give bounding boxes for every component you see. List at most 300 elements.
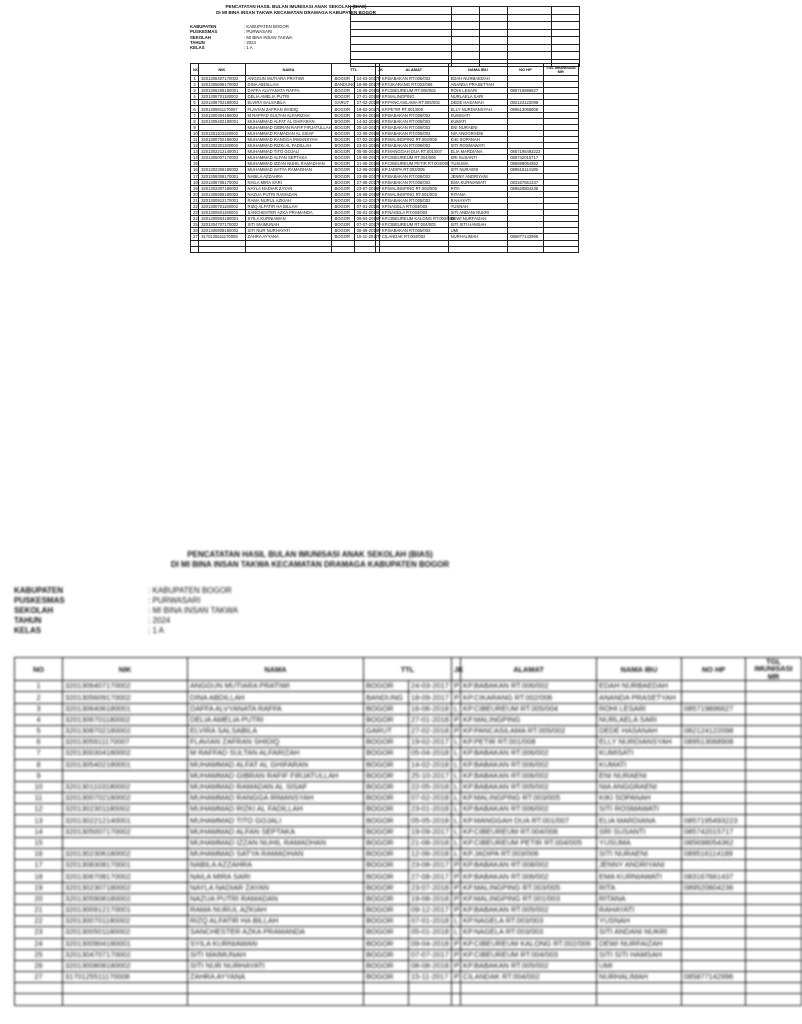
cell-empty — [63, 983, 188, 994]
cell-alamat: KP.NAGELA RT.003/003 — [461, 916, 597, 927]
cell-empty — [448, 246, 508, 252]
cell-ttl-date: 24-03-2017 — [354, 76, 375, 82]
grid-cell — [480, 7, 508, 15]
cell-ttl-place: BOGOR — [332, 161, 354, 167]
grid-cell — [508, 44, 552, 52]
table-row — [15, 972, 802, 983]
cell-ttl-date: 27-01-2018 — [354, 94, 375, 100]
table-row — [191, 167, 579, 173]
cell-nama-ibu: SITI SITI HAMSAH — [597, 949, 682, 960]
cell-nama-ibu: YUSNAH — [597, 916, 682, 927]
cell-alamat: KP.CIBEUREUM RT.005/004 — [379, 88, 448, 94]
table-row — [15, 804, 802, 815]
cell-nik: 3201305908180002 — [63, 893, 188, 904]
cell-ttl-place: BOGOR — [364, 748, 409, 759]
cell-no-hp — [682, 804, 746, 815]
cell-nama: ZAHRA AYYANA — [188, 972, 364, 983]
cell-alamat: KP.CIBEUREUM RT.004/003 — [379, 222, 448, 228]
column-header: NIK — [199, 64, 245, 76]
cell-no: 2 — [15, 692, 63, 703]
meta-key: SEKOLAH — [14, 606, 54, 615]
sheet-title — [140, 550, 480, 571]
meta-row — [14, 616, 238, 626]
cell-nama: DAFFA ALVYANATA RAFFA — [188, 703, 364, 714]
cell-no: 8 — [191, 118, 199, 124]
cell-tgl-imunisasi — [746, 692, 802, 703]
cell-no: 13 — [191, 149, 199, 155]
cell-nik: 3201302307180002 — [63, 882, 188, 893]
cell-no-hp — [682, 938, 746, 949]
cell-nama: MUHAMMAD ALFAN SEPTAKA — [245, 155, 332, 161]
table-row — [15, 916, 802, 927]
cell-nik: 3201302212140001 — [63, 815, 188, 826]
cell-nama: NAILA MIRA SARI — [245, 179, 332, 185]
cell-empty — [452, 994, 461, 1005]
grid-cell — [508, 52, 552, 60]
cell-ttl-date: 23-08-2017 — [409, 860, 452, 871]
cell-nik: 3170125511170008 — [63, 972, 188, 983]
cell-nama-ibu: NURHALIMAH — [448, 234, 508, 240]
cell-no: 7 — [15, 748, 63, 759]
cell-alamat: KP.BABAKAN RT.005/002 — [379, 228, 448, 234]
cell-empty — [354, 246, 375, 252]
cell-nik: 3201300808180002 — [63, 960, 188, 971]
table-row — [15, 860, 802, 871]
cell-nama: MUHAMMAD IZZAN NUHIL RAMADHAN — [188, 837, 364, 848]
cell-tgl-imunisasi — [746, 916, 802, 927]
cell-alamat: KP.PANCASILAMA RT.005/002 — [379, 100, 448, 106]
cell-nik: 3201302307180002 — [199, 185, 245, 191]
cell-nik: 3201302212140001 — [199, 149, 245, 155]
cell-nama: MUHAMMAD SATYA RAMADHAN — [188, 849, 364, 860]
cell-ttl-place: BOGOR — [332, 130, 354, 136]
meta-row — [14, 626, 238, 636]
grid-cell — [552, 37, 580, 45]
cell-no: 20 — [15, 893, 63, 904]
table-row — [191, 100, 579, 106]
table-row — [15, 826, 802, 837]
cell-tgl-imunisasi — [746, 714, 802, 725]
cell-no-hp: 089516114189 — [508, 167, 543, 173]
cell-nik: 3201301103180002 — [63, 781, 188, 792]
cell-ttl-date: 15-11-2017 — [409, 972, 452, 983]
cell-jk: P — [375, 216, 379, 222]
grid-cell — [351, 44, 452, 52]
cell-ttl-date: 15-11-2017 — [354, 234, 375, 240]
cell-nama: RAMA NURUL AZKIAH — [188, 904, 364, 915]
cell-no: 25 — [191, 222, 199, 228]
cell-nik: 3201306708170002 — [199, 179, 245, 185]
cell-ttl-date: 07-07-2017 — [409, 949, 452, 960]
cell-empty — [452, 983, 461, 994]
cell-ttl-date: 27-08-2017 — [354, 179, 375, 185]
column-header: TGL IMUNISASI MR — [746, 658, 802, 681]
cell-nama: MUHAMMAD RIZKI AL FADILLAH — [188, 804, 364, 815]
cell-jk: P — [452, 949, 461, 960]
cell-no-hp — [682, 949, 746, 960]
cell-nama: NAYLA NADIAR ZAYAN — [188, 882, 364, 893]
cell-empty — [364, 983, 409, 994]
grid-cell — [552, 44, 580, 52]
cell-no: 4 — [191, 94, 199, 100]
column-header: NAMA IBU — [597, 658, 682, 681]
cell-no: 13 — [15, 815, 63, 826]
cell-jk: L — [452, 916, 461, 927]
cell-alamat: KP.CIBEUREUM KALONG RT.002/006 — [461, 938, 597, 949]
cell-no-hp — [682, 927, 746, 938]
cell-nik: 3201300912170001 — [63, 904, 188, 915]
meta-key: PUSKESMAS — [14, 596, 65, 605]
cell-nik: 3201306407170002 — [199, 76, 245, 82]
cell-jk: P — [375, 82, 379, 88]
cell-alamat: KP.MANGGAH DUA RT.001/007 — [379, 149, 448, 155]
cell-no: 12 — [15, 804, 63, 815]
cell-nama: M RAFFAD SULTAN ALFARIZAH — [188, 748, 364, 759]
cell-alamat: KP.MALINGPING RT.003/005 — [379, 185, 448, 191]
cell-jk: P — [375, 228, 379, 234]
cell-nama-ibu: DEWI NURFAIZAH — [597, 938, 682, 949]
cell-ttl-date: 22-05-2018 — [409, 781, 452, 792]
cell-no: 5 — [191, 100, 199, 106]
cell-no: 21 — [191, 197, 199, 203]
cell-no: 22 — [15, 916, 63, 927]
cell-jk: P — [375, 234, 379, 240]
meta-key: KELAS — [190, 45, 205, 51]
cell-nama-ibu: KUMATI — [448, 118, 508, 124]
cell-nama-ibu: RITA — [448, 185, 508, 191]
meta-key: KABUPATEN — [14, 586, 64, 595]
meta-row — [14, 606, 238, 616]
cell-nik: 3201300702180002 — [63, 793, 188, 804]
column-header: ALAMAT — [379, 64, 448, 76]
cell-no: 1 — [191, 76, 199, 82]
grid-cell — [552, 22, 580, 30]
cell-nik: 3201308702180002 — [63, 725, 188, 736]
sheet-small — [0, 0, 768, 270]
cell-jk: L — [375, 161, 379, 167]
cell-nama-ibu: ELLY NURDIANSYAH — [597, 737, 682, 748]
cell-ttl-place: BOGOR — [364, 860, 409, 871]
cell-empty — [746, 983, 802, 994]
cell-jk: L — [452, 703, 461, 714]
cell-jk: L — [375, 124, 379, 130]
cell-nama: MUHAMMAD ALFAT AL GHIFARAN — [188, 759, 364, 770]
meta-key: PUSKESMAS — [190, 29, 218, 35]
cell-no-hp — [682, 748, 746, 759]
cell-ttl-date: 23-01-2018 — [354, 143, 375, 149]
cell-no: 23 — [191, 210, 199, 216]
cell-empty — [461, 983, 597, 994]
cell-jk: P — [375, 76, 379, 82]
cell-nama: SYILA KURNIAWAN — [245, 216, 332, 222]
cell-nama: FLAVIAN ZAFRAN SHIDIQ — [245, 106, 332, 112]
cell-alamat: KP.JADIPA RT.003/006 — [379, 167, 448, 173]
cell-nik: 3201308308170001 — [199, 173, 245, 179]
table-row — [15, 770, 802, 781]
cell-nama: SITI MAIMUNAH — [188, 949, 364, 960]
cell-nama-ibu: ROHI LESARI — [448, 88, 508, 94]
grid-row — [351, 29, 580, 37]
cell-tgl-imunisasi — [746, 949, 802, 960]
cell-no-hp — [682, 781, 746, 792]
cell-empty — [597, 994, 682, 1005]
cell-no: 21 — [15, 904, 63, 915]
cell-ttl-place: BOGOR — [364, 759, 409, 770]
cell-nama: RIZQ ALFATIR HA BILLAH — [188, 916, 364, 927]
cell-no-hp: 082124122098 — [682, 725, 746, 736]
cell-no: 5 — [15, 725, 63, 736]
cell-jk: P — [375, 222, 379, 228]
cell-ttl-date: 25-10-2017 — [409, 770, 452, 781]
table-row — [191, 234, 579, 240]
table-row — [15, 725, 802, 736]
column-header: NAMA IBU — [448, 64, 508, 76]
cell-alamat: KP.CIKARANG RT.002/006 — [461, 692, 597, 703]
cell-nama: MUHAMMAD GIBRAN RAFIF FIRJATULLAH — [188, 770, 364, 781]
column-header: TTL — [364, 658, 452, 681]
cell-ttl-date: 27-02-2018 — [409, 725, 452, 736]
cell-ttl-place: BOGOR — [332, 179, 354, 185]
cell-jk: L — [375, 210, 379, 216]
cell-jk: P — [452, 938, 461, 949]
cell-no: 10 — [15, 781, 63, 792]
cell-nama: DELIA AMELIA PUTRI — [188, 714, 364, 725]
table-row — [15, 714, 802, 725]
cell-ttl-date: 05-01-2018 — [354, 210, 375, 216]
cell-nama: MUHAMMAD RIZKI AL FADILLAH — [245, 143, 332, 149]
cell-nama-ibu: EDAH NURBAEDAH — [597, 681, 682, 692]
cell-ttl-place: BOGOR — [364, 703, 409, 714]
table-row — [15, 849, 802, 860]
cell-ttl-place: BOGOR — [332, 216, 354, 222]
cell-ttl-date: 25-10-2017 — [354, 124, 375, 130]
cell-alamat: KP.MALINGPING RT.003/005 — [379, 136, 448, 142]
cell-ttl-place: BOGOR — [364, 837, 409, 848]
cell-ttl-place: BOGOR — [364, 927, 409, 938]
cell-nik: 3201306406180001 — [199, 88, 245, 94]
cell-nama: SITI NUR NURHAYATI — [188, 960, 364, 971]
cell-ttl-date: 27-08-2017 — [409, 871, 452, 882]
column-header: NIK — [63, 658, 188, 681]
cell-empty — [379, 246, 448, 252]
cell-ttl-date: 19-09-2017 — [354, 155, 375, 161]
cell-ttl-date: 24-03-2017 — [409, 681, 452, 692]
cell-jk: P — [375, 191, 379, 197]
cell-no: 6 — [191, 106, 199, 112]
cell-alamat: KP.BABAKAN RT.006/002 — [379, 124, 448, 130]
cell-no-hp — [682, 893, 746, 904]
cell-no: 26 — [191, 228, 199, 234]
cell-nama-ibu: DEDE HASANAH — [448, 100, 508, 106]
cell-no-hp — [682, 860, 746, 871]
cell-alamat: KP.CIBEUREUM PETIR RT.004/005 — [379, 161, 448, 167]
cell-no: 1 — [15, 681, 63, 692]
column-header: NO — [15, 658, 63, 681]
cell-nama: SANCHESTER AZKA PRAMANDA — [188, 927, 364, 938]
cell-no: 8 — [15, 759, 63, 770]
cell-tgl-imunisasi — [746, 860, 802, 871]
cell-ttl-date: 16-06-2018 — [409, 703, 452, 714]
cell-ttl-place: BANDUNG — [364, 692, 409, 703]
cell-nama-ibu: SITI ANDANI NUKRI — [597, 927, 682, 938]
cell-ttl-place: BOGOR — [364, 815, 409, 826]
cell-ttl-place: BOGOR — [332, 234, 354, 240]
grid-cell — [480, 14, 508, 22]
grid-cell — [508, 29, 552, 37]
cell-tgl-imunisasi — [746, 972, 802, 983]
cell-alamat: KP.JADIPA RT.003/006 — [461, 849, 597, 860]
cell-empty — [199, 246, 245, 252]
cell-jk: P — [452, 714, 461, 725]
cell-alamat: CILANDAK RT.004/002 — [461, 972, 597, 983]
grid-row — [351, 44, 580, 52]
register-table — [14, 657, 802, 1006]
cell-jk: L — [452, 737, 461, 748]
cell-ttl-place: BOGOR — [364, 781, 409, 792]
cell-no: 6 — [15, 737, 63, 748]
column-header: NO HP — [508, 64, 543, 76]
table-row — [191, 161, 579, 167]
grid-cell — [351, 7, 452, 15]
cell-ttl-place: BOGOR — [364, 938, 409, 949]
table-row — [15, 793, 802, 804]
cell-empty — [245, 246, 332, 252]
cell-nama: ELVIRA SALSABILA — [188, 725, 364, 736]
cell-ttl-place: BANDUNG — [332, 82, 354, 88]
cell-no: 18 — [15, 871, 63, 882]
cell-tgl-imunisasi — [746, 793, 802, 804]
meta-value: : PURWASARI — [244, 29, 273, 35]
grid-cell — [552, 52, 580, 60]
cell-nama: RAMA NURUL AZKIAH — [245, 197, 332, 203]
cell-nik: 3201308702180002 — [199, 100, 245, 106]
table-row — [15, 703, 802, 714]
cell-ttl-date: 08-08-2018 — [354, 228, 375, 234]
cell-jk: L — [452, 759, 461, 770]
cell-ttl-date: 07-01-2018 — [354, 203, 375, 209]
cell-ttl-date: 16-06-2018 — [354, 88, 375, 94]
cell-ttl-date: 05-05-2018 — [409, 815, 452, 826]
cell-ttl-place: BOGOR — [364, 849, 409, 860]
meta-value: : KABUPATEN BOGOR — [244, 24, 289, 29]
cell-ttl-date: 23-07-2018 — [409, 882, 452, 893]
cell-jk: L — [375, 143, 379, 149]
cell-no-hp: 085877142996 — [508, 234, 543, 240]
cell-tgl-imunisasi — [746, 904, 802, 915]
grid-cell — [480, 29, 508, 37]
header-grid — [350, 6, 580, 67]
cell-nama-ibu: RAHAYATI — [448, 197, 508, 203]
cell-ttl-place: BOGOR — [332, 88, 354, 94]
cell-tgl-imunisasi — [746, 748, 802, 759]
cell-alamat: KP.CIBEUREUM RT.004/006 — [379, 155, 448, 161]
cell-nama: NAILA MIRA SARI — [188, 871, 364, 882]
cell-ttl-place: BOGOR — [364, 972, 409, 983]
cell-empty — [188, 983, 364, 994]
column-header: NAMA — [188, 658, 364, 681]
cell-tgl-imunisasi — [746, 849, 802, 860]
cell-tgl-imunisasi — [746, 770, 802, 781]
cell-no: 15 — [191, 161, 199, 167]
cell-nama: DINA ABDILLAH — [188, 692, 364, 703]
table-row — [15, 737, 802, 748]
cell-jk: L — [375, 149, 379, 155]
cell-ttl-place: BOGOR — [364, 916, 409, 927]
meta-value: : PURWASARI — [148, 596, 201, 605]
table-row — [15, 927, 802, 938]
cell-nik: 3201301103180002 — [199, 130, 245, 136]
cell-alamat: KP.BABAKAN RT.006/002 — [461, 759, 597, 770]
grid-cell — [351, 29, 452, 37]
cell-no-hp: 089520804236 — [508, 185, 543, 191]
cell-nik: 3201300912170001 — [199, 197, 245, 203]
meta-value: : 1 A — [244, 45, 253, 51]
cell-no: 27 — [15, 972, 63, 983]
cell-ttl-date: 14-02-2018 — [354, 118, 375, 124]
cell-nama: MUHAMMAD RANGGA IRMANSYAH — [245, 136, 332, 142]
header-row — [191, 64, 579, 76]
cell-nama: MUHAMMAD SATYA RAMADHAN — [245, 167, 332, 173]
cell-nik: 3201300701180002 — [63, 916, 188, 927]
cell-nama-ibu: RITA — [597, 882, 682, 893]
cell-nama-ibu: KIKI SOPANAH — [597, 793, 682, 804]
cell-no: 9 — [15, 770, 63, 781]
grid-cell — [552, 29, 580, 37]
cell-ttl-date: 18-09-2017 — [409, 692, 452, 703]
cell-nama-ibu: RAHAYATI — [597, 904, 682, 915]
cell-no-hp — [682, 960, 746, 971]
cell-alamat: KP.CIBEUREUM RT.004/006 — [461, 826, 597, 837]
table-row — [191, 155, 579, 161]
cell-nik: 3201305007170002 — [63, 826, 188, 837]
grid-cell — [552, 7, 580, 15]
cell-ttl-place: BOGOR — [332, 228, 354, 234]
cell-jk: L — [375, 167, 379, 173]
cell-jk: P — [452, 972, 461, 983]
cell-nama: NAZUA PUTRI RAMADAN — [188, 893, 364, 904]
table-row — [191, 88, 579, 94]
cell-nama: NABILA AZZAHRA — [245, 173, 332, 179]
cell-ttl-place: BOGOR — [364, 681, 409, 692]
meta-row — [14, 596, 238, 606]
cell-ttl-place: BOGOR — [364, 904, 409, 915]
column-header: TGL IMUNISASI MR — [543, 64, 578, 76]
blurred-copy — [0, 540, 793, 1024]
table-row — [15, 893, 802, 904]
column-header: NAMA — [245, 64, 332, 76]
cell-nama-ibu: ELIA MARDIANA — [448, 149, 508, 155]
cell-ttl-date: 09-12-2017 — [354, 197, 375, 203]
grid-cell — [508, 37, 552, 45]
cell-ttl-place: BOGOR — [364, 793, 409, 804]
cell-nik: 3201306701180002 — [199, 94, 245, 100]
cell-alamat: KP.BABAKAN RT.005/002 — [461, 960, 597, 971]
cell-tgl-imunisasi — [746, 703, 802, 714]
cell-jk: L — [452, 815, 461, 826]
cell-nama-ibu: ELIA MARDIANA — [597, 815, 682, 826]
cell-no: 12 — [191, 143, 199, 149]
table-row — [15, 938, 802, 949]
cell-nama: MUHAMMAD RANGGA IRMANSYAH — [188, 793, 364, 804]
cell-nik: 3201302306180002 — [199, 167, 245, 173]
cell-ttl-date: 07-02-2018 — [409, 793, 452, 804]
cell-jk: L — [375, 118, 379, 124]
grid-cell — [508, 14, 552, 22]
cell-empty — [543, 246, 578, 252]
cell-nama-ibu: KUMISATI — [448, 112, 508, 118]
table-row — [15, 759, 802, 770]
meta-value: : 2024 — [244, 40, 256, 46]
